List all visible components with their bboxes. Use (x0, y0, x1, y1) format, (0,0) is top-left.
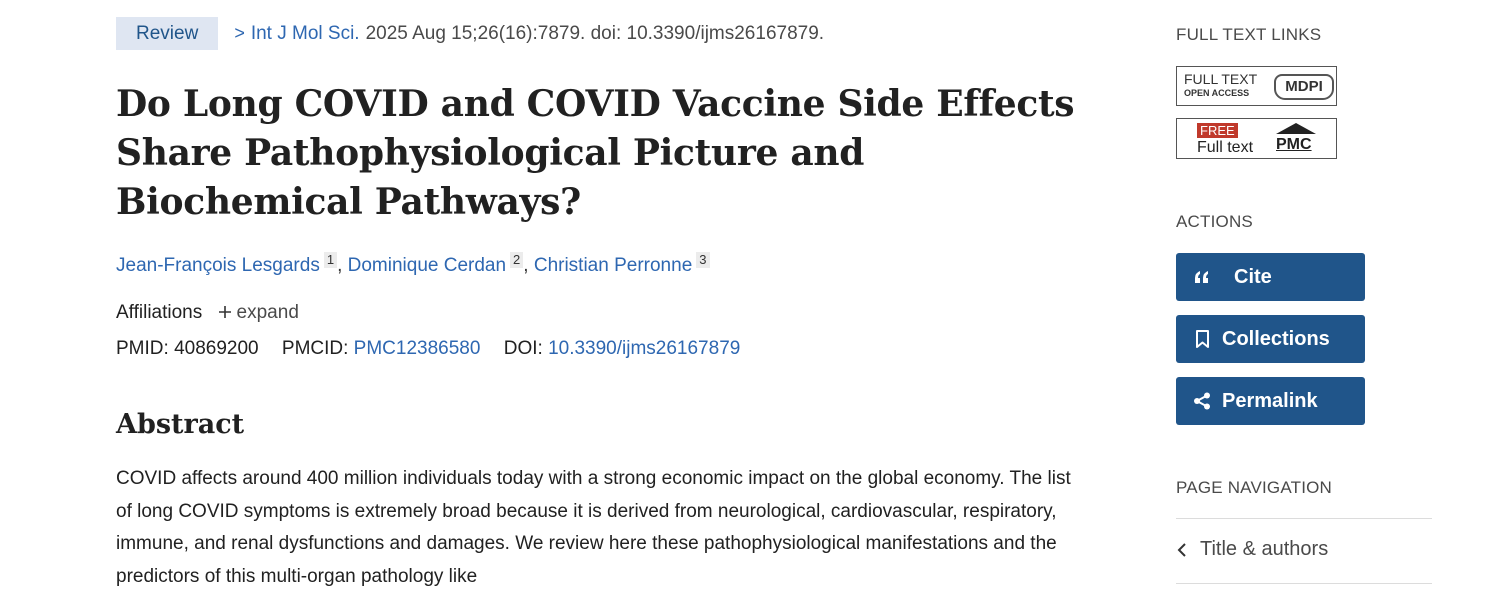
nav-item-label: Title & authors (1200, 538, 1329, 560)
identifiers-row (116, 338, 740, 360)
affiliation-number[interactable]: 1 (324, 252, 337, 268)
author-list (116, 252, 710, 277)
chevron-left-icon (1176, 542, 1188, 558)
pmc-full-text-label: Full text (1197, 139, 1254, 156)
page-navigation-heading: PAGE NAVIGATION (1176, 478, 1333, 497)
affiliation-number[interactable]: 3 (696, 252, 709, 268)
cite-button[interactable] (1176, 253, 1365, 301)
journal-name[interactable]: Int J Mol Sci. (250, 22, 360, 44)
permalink-button[interactable] (1176, 377, 1365, 425)
divider (1176, 583, 1432, 584)
open-access-label: OPEN ACCESS (1184, 88, 1250, 98)
pmc-full-text-link[interactable] (1176, 118, 1337, 159)
cite-label: Cite (1234, 265, 1272, 288)
abstract-text: COVID affects around 400 million individuals today with a strong economic impact on the global economy. The list of long COVID symptoms is extremely broad because it is derived from neurological, cardiovascular, respiratory, immune, and renal dysfunctions and damages. We review here these pathophysiological manifestations and the predictors of this multi-organ pathology like (116, 468, 1071, 587)
author-separator: , (523, 255, 529, 276)
affiliation-number[interactable]: 2 (510, 252, 523, 268)
expand-label: expand (236, 302, 299, 323)
expand-affiliations-button[interactable] (218, 302, 299, 323)
collections-label: Collections (1222, 327, 1330, 350)
full-text-label: FULL TEXT (1184, 71, 1258, 87)
review-badge[interactable]: Review (116, 17, 218, 50)
full-text-links-heading: FULL TEXT LINKS (1176, 25, 1322, 44)
author-link[interactable]: Christian Perronne (533, 255, 693, 276)
free-label: FREE (1197, 123, 1238, 138)
citation-details: 2025 Aug 15;26(16):7879. doi: 10.3390/ijms26167879. (365, 22, 825, 44)
journal-link[interactable] (234, 23, 359, 45)
pmcid-link[interactable]: PMC12386580 (353, 338, 481, 359)
author-link[interactable]: Jean-François Lesgards (116, 255, 320, 276)
chevron-right-icon: > (234, 22, 245, 43)
collections-button[interactable] (1176, 315, 1365, 363)
pmid-value: 40869200 (174, 338, 259, 359)
affiliations-row (116, 302, 299, 324)
bookmark-icon (1195, 329, 1210, 349)
abstract-heading: Abstract (116, 409, 245, 440)
doi-label: DOI: (503, 338, 543, 359)
share-icon (1193, 392, 1211, 410)
pmid-label: PMID: (116, 338, 169, 359)
actions-heading: ACTIONS (1176, 212, 1253, 231)
pmc-building-icon (1274, 122, 1318, 136)
citation-line (116, 17, 824, 50)
pmc-brand: PMC (1276, 136, 1312, 153)
nav-title-authors[interactable] (1176, 538, 1328, 561)
mdpi-full-text-link[interactable] (1176, 66, 1337, 106)
doi-link[interactable]: 10.3390/ijms26167879 (548, 338, 741, 359)
author-separator: , (337, 255, 343, 276)
plus-icon (218, 305, 232, 319)
mdpi-brand: MDPI (1274, 74, 1334, 100)
pmcid-label: PMCID: (281, 338, 349, 359)
divider (1176, 518, 1432, 519)
affiliations-label: Affiliations (116, 302, 203, 323)
author-link[interactable]: Dominique Cerdan (347, 255, 507, 276)
quote-icon (1193, 270, 1211, 284)
permalink-label: Permalink (1222, 389, 1318, 412)
article-title: Do Long COVID and COVID Vaccine Side Effects Share Pathophysiological Picture and Biochemical Pathways? (116, 83, 1075, 223)
